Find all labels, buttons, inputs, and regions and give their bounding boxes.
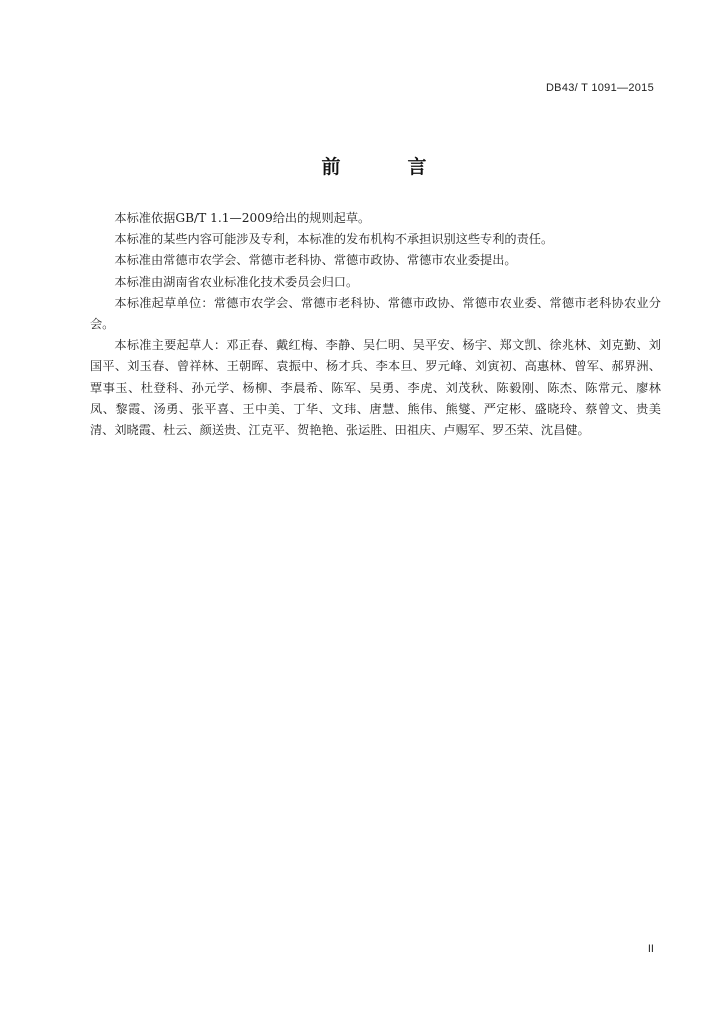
paragraph-centralized-by: 本标准由湖南省农业标准化技术委员会归口。: [114, 274, 359, 289]
standard-code: DB43/ T 1091—2015: [545, 82, 654, 94]
page-number: II: [647, 943, 654, 955]
page-title: 前 言: [321, 156, 451, 178]
paragraph-patent-notice: 本标准的某些内容可能涉及专利，本标准的发布机构不承担识别这些专利的责任。: [114, 232, 554, 247]
paragraph-drafting-rules: 本标准依据GB/T 1.1—2009给出的规则起草。: [114, 211, 371, 225]
paragraph-drafting-units: 本标准起草单位：常德市农学会、常德市老科协、常德市政协、常德市农业委、常德市老科协农业分会。: [90, 295, 661, 332]
paragraph-drafters: 本标准主要起草人：邓正春、戴红梅、李静、吴仁明、吴平安、杨宇、郑文凯、徐兆林、刘克勤、刘国平、刘玉春、曾祥林、王朝晖、袁振中、杨才兵、李本旦、罗元峰、刘寅初、高惠林、曾军、郝界洲、覃事玉、杜登科、孙元学、杨柳、李晨希、陈军、吴勇、李虎、刘茂秋、陈毅刚、陈杰、陈常元、廖林凤、黎霞、汤勇、张平喜、王中美、丁华、文玮、唐慧、熊伟、熊燮、严定彬、盛晓玲、蔡曾文、贵美清、刘晓霞、杜云、颜送贵、江克平、贺艳艳、张运胜、田祖庆、卢赐军、罗丕荣、沈昌健。: [90, 338, 661, 438]
paragraph-proposed-by: 本标准由常德市农学会、常德市老科协、常德市政协、常德市农业委提出。: [114, 253, 517, 268]
foreword-body: [90, 208, 661, 441]
